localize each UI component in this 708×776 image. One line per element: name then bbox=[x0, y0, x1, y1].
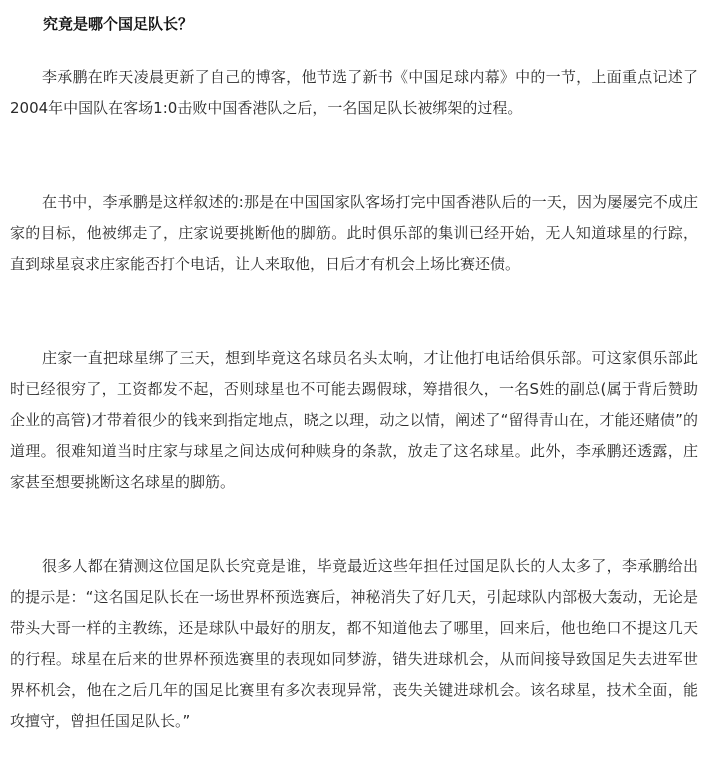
paragraph-1: 李承鹏在昨天凌晨更新了自己的博客，他节选了新书《中国足球内幕》中的一节，上面重点记述了2004年中国队在客场1:0击败中国香港队之后，一名国足队长被绑架的过程。 bbox=[10, 68, 698, 117]
paragraph-3: 庄家一直把球星绑了三天，想到毕竟这名球员名头太响，才让他打电话给俱乐部。可这家俱乐部此时已经很穷了，工资都发不起，否则球星也不可能去踢假球，筹措很久，一名S姓的副总(属于背后赞助企业的高管)才带着很少的钱来到指定地点，晓之以理，动之以情，阐述了“留得青山在，才能还赌债”的道理。很难知道当时庄家与球星之间达成何种赎身的条款，放走了这名球星。此外，李承鹏还透露，庄家甚至想要挑断这名球星的脚筋。 bbox=[10, 349, 698, 491]
article-title: 究竟是哪个国足队长？ bbox=[43, 15, 194, 33]
paragraph-2: 在书中，李承鹏是这样叙述的:那是在中国国家队客场打完中国香港队后的一天，因为屡屡完不成庄家的目标，他被绑走了，庄家说要挑断他的脚筋。此时俱乐部的集训已经开始，无人知道球星的行踪，直到球星哀求庄家能否打个电话，让人来取他，日后才有机会上场比赛还债。 bbox=[10, 193, 698, 273]
paragraph-4: 很多人都在猜测这位国足队长究竟是谁，毕竟最近这些年担任过国足队长的人太多了，李承鹏给出的提示是：“这名国足队长在一场世界杯预选赛后，神秘消失了好几天，引起球队内部极大轰动，无论是带头大哥一样的主教练，还是球队中最好的朋友，都不知道他去了哪里，回来后，他也绝口不提这几天的行程。球星在后来的世界杯预选赛里的表现如同梦游，错失进球机会，从而间接导致国足失去进军世界杯机会，他在之后几年的国足比赛里有多次表现异常，丧失关键进球机会。该名球星，技术全面，能攻擅守，曾担任国足队长。” bbox=[10, 557, 698, 730]
